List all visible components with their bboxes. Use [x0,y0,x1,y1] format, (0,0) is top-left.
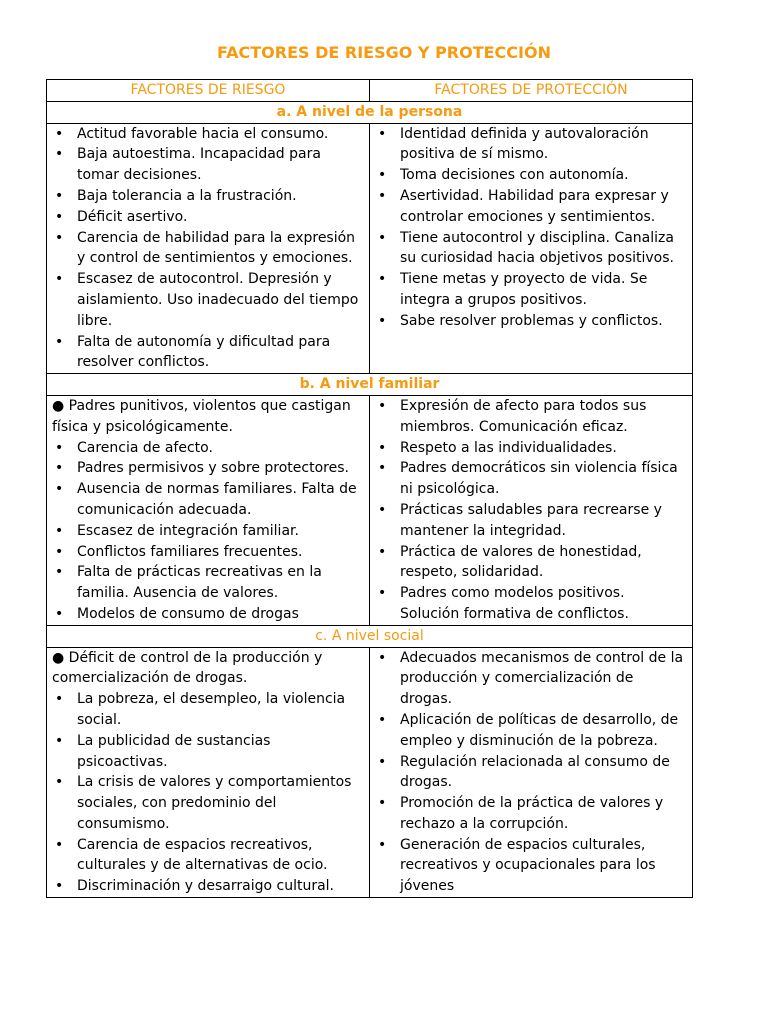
section-heading-row [47,625,693,647]
protection-list [375,648,688,898]
list-item: • Carencia de espacios recreativos, culturales y de alternativas de ocio. [52,835,365,877]
list-item: • Escasez de autocontrol. Depresión y aislamiento. Uso inadecuado del tiempo libre. [52,269,365,331]
list-item: • La pobreza, el desempleo, la violencia social. [52,689,365,731]
table-row [47,123,693,374]
list-item: • Expresión de afecto para todos sus miembros. Comunicación eficaz. [375,396,688,438]
table-row [47,395,693,625]
list-item: • Actitud favorable hacia el consumo. [52,124,365,145]
section-heading-row [47,101,693,123]
protection-column-header: FACTORES DE PROTECCIÓN [370,80,693,102]
list-item: • Déficit asertivo. [52,207,365,228]
list-item: • Ausencia de normas familiares. Falta de comunicación adecuada. [52,479,365,521]
list-item: • Asertividad. Habilidad para expresar y controlar emociones y sentimientos. [375,186,688,228]
risk-list [52,648,365,898]
list-item: • Baja tolerancia a la frustración. [52,186,365,207]
section-heading-familiar: b. A nivel familiar [47,374,693,396]
list-item: • Carencia de habilidad para la expresión y control de sentimientos y emociones. [52,228,365,270]
list-item: • Padres democráticos sin violencia física ni psicológica. [375,458,688,500]
list-item: • Respeto a las individualidades. [375,438,688,459]
list-item: • Discriminación y desarraigo cultural. [52,876,365,897]
list-item: • Promoción de la práctica de valores y rechazo a la corrupción. [375,793,688,835]
list-item: • La crisis de valores y comportamientos sociales, con predominio del consumismo. [52,772,365,834]
list-item: • Escasez de integración familiar. [52,521,365,542]
list-item: • Tiene autocontrol y disciplina. Canaliza su curiosidad hacia objetivos positivos. [375,228,688,270]
list-item: • Identidad definida y autovaloración positiva de sí mismo. [375,124,688,166]
list-item: • Aplicación de políticas de desarrollo, de empleo y disminución de la pobreza. [375,710,688,752]
factors-table [46,79,693,898]
list-item: • Carencia de afecto. [52,438,365,459]
protection-cell [370,647,693,898]
list-item: • Baja autoestima. Incapacidad para tomar decisiones. [52,144,365,186]
list-item: • Generación de espacios culturales, recreativos y ocupacionales para los jóvenes [375,835,688,897]
list-item: • Prácticas saludables para recrearse y mantener la integridad. [375,500,688,542]
protection-list [375,124,688,332]
list-item: • Práctica de valores de honestidad, respeto, solidaridad. [375,542,688,584]
list-item: ● Padres punitivos, violentos que castigan física y psicológicamente. [52,397,351,435]
list-item: • Padres como modelos positivos. Solución formativa de conflictos. [375,583,688,625]
table-header-row [47,80,693,102]
list-item: • Tiene metas y proyecto de vida. Se integra a grupos positivos. [375,269,688,311]
section-heading-social: c. A nivel social [47,625,693,647]
list-item: • Conflictos familiares frecuentes. [52,542,365,563]
protection-cell [370,123,693,374]
list-item: • Regulación relacionada al consumo de drogas. [375,752,688,794]
list-item: ● Déficit de control de la producción y comercialización de drogas. [52,649,323,687]
list-item: • Modelos de consumo de drogas [52,604,365,625]
section-heading-row [47,374,693,396]
list-item: • Padres permisivos y sobre protectores. [52,458,365,479]
list-item: • La publicidad de sustancias psicoactivas. [52,731,365,773]
protection-cell [370,395,693,625]
list-item: • Sabe resolver problemas y conflictos. [375,311,688,332]
risk-list [52,396,365,625]
risk-cell [47,647,370,898]
list-item: • Toma decisiones con autonomía. [375,165,688,186]
risk-cell [47,395,370,625]
risk-column-header: FACTORES DE RIESGO [47,80,370,102]
list-item: • Adecuados mecanismos de control de la producción y comercialización de drogas. [375,648,688,710]
page-title: FACTORES DE RIESGO Y PROTECCIÓN [217,43,551,62]
list-item: • Falta de prácticas recreativas en la familia. Ausencia de valores. [52,562,365,604]
list-item: • Falta de autonomía y dificultad para resolver conflictos. [52,332,365,374]
risk-list [52,124,365,374]
section-heading-persona: a. A nivel de la persona [47,101,693,123]
table-row [47,647,693,898]
protection-list [375,396,688,625]
risk-cell [47,123,370,374]
